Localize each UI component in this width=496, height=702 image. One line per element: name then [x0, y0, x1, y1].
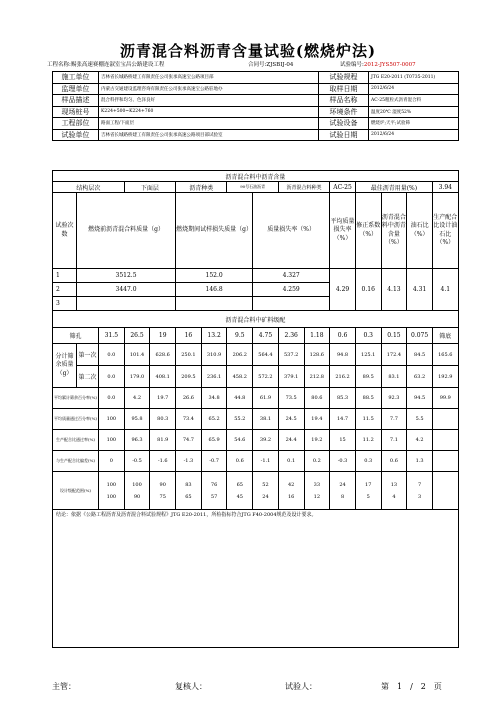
range-upper: 42 [287, 481, 295, 488]
info-value: 2012/6/24 [369, 129, 459, 141]
cum-retained: 26.6 [176, 388, 202, 409]
design-range [355, 472, 381, 510]
cum-retained: 99.9 [432, 388, 458, 409]
cum-retained: 80.6 [304, 388, 330, 409]
info-label: 试验设备 [319, 118, 369, 130]
retained-first: 125.1 [355, 344, 381, 366]
prod-pass: 74.7 [176, 430, 202, 451]
deviation: -1.6 [150, 451, 176, 472]
deviation: 0 [99, 451, 125, 472]
cum-retained: 92.3 [381, 388, 407, 409]
loss-rate: 4.327 [253, 269, 330, 283]
prod-pass [432, 430, 458, 451]
range-lower: 12 [313, 493, 321, 500]
retained-second: 212.8 [304, 366, 330, 388]
asphalt-section-title: 沥青混合料中沥青含量 [53, 171, 459, 182]
pass-percent: 38.1 [253, 409, 279, 430]
pass-percent: 65.2 [201, 409, 227, 430]
conclusion: 结论：依据《公路工程沥青及沥青混合料试验规程》JTG E20-2011，所检指标符合JTG F40-2004规范及设计要求。 [53, 510, 459, 648]
sieve-size: 26.5 [124, 328, 150, 344]
info-label: 试验规程 [319, 72, 369, 84]
info-label: 施工单位 [53, 72, 99, 84]
info-value: 路面工程/下面层 [99, 118, 319, 130]
info-label: 工程部位 [53, 118, 99, 130]
range-lower: 90 [133, 493, 141, 500]
cum-retained: 19.7 [150, 388, 176, 409]
info-value: 温度20℃ 湿度52% [369, 106, 459, 118]
info-value: 2012/6/24 [369, 83, 459, 95]
pass-percent: 19.4 [304, 409, 330, 430]
info-value: 吉林省长城路桥建工有限责任公司张承高速公路项目部试验室 [99, 129, 319, 141]
mix-type-label: 沥青混合料种类 [278, 182, 329, 193]
retained-second: 179.0 [124, 366, 150, 388]
info-label: 试验日期 [319, 129, 369, 141]
prod-pass: 96.3 [124, 430, 150, 451]
supervisor-label: 主管： [52, 682, 76, 691]
pass-percent: 24.5 [278, 409, 304, 430]
cum-label: 平均累计筛余百分率(%) [53, 388, 99, 409]
cum-retained: 88.5 [355, 388, 381, 409]
sieve-size: 9.5 [227, 328, 253, 344]
layer-value: 下面层 [124, 182, 175, 193]
retained-second: 63.2 [407, 366, 433, 388]
asphalt-type-label: 沥青种类 [176, 182, 227, 193]
retained-first: 128.6 [304, 344, 330, 366]
sieve-size: 0.15 [381, 328, 407, 344]
deviation: -1.3 [176, 451, 202, 472]
prod-pass: 15 [330, 430, 356, 451]
design-range [381, 472, 407, 510]
design-range [201, 472, 227, 510]
sieve-label: 筛孔 [53, 328, 99, 344]
prod-pass: 24.4 [278, 430, 304, 451]
page-number: 第 1 / 2 页 [381, 682, 442, 691]
mass-before: 3447.0 [77, 283, 176, 297]
range-upper: 24 [339, 481, 346, 488]
test-table [52, 170, 459, 648]
range-lower: 65 [185, 493, 192, 500]
retained-second: 89.5 [355, 366, 381, 388]
design-ratio-value: 4.1 [432, 269, 458, 311]
mass-before: 3512.5 [77, 269, 176, 283]
sieve-size: 16 [176, 328, 202, 344]
avg-loss-value: 4.29 [330, 269, 356, 311]
pass-percent: 11.5 [355, 409, 381, 430]
trial-no: 1 [53, 269, 77, 283]
deviation: 1.3 [407, 451, 433, 472]
retained-first: 84.5 [407, 344, 433, 366]
retained-second: 408.1 [150, 366, 176, 388]
pass-percent: 55.2 [227, 409, 253, 430]
mass-before-header: 燃烧前沥青混合料质量（g） [77, 193, 176, 269]
retained-first: 165.6 [432, 344, 458, 366]
loss-rate: 4.259 [253, 283, 330, 297]
range-lower: 5 [366, 493, 370, 500]
design-range [407, 472, 433, 510]
tester-label: 试验人： [285, 682, 317, 691]
info-value: 内蒙古交通建设监理咨询有限责任公司张承高速宝公路驻地办 [99, 83, 319, 95]
pass-percent [432, 409, 458, 430]
deviation: -0.5 [124, 451, 150, 472]
report-title: 沥青混合料沥青含量试验(燃烧炉法) [119, 42, 377, 60]
prod-label: 生产配合比通过率(%) [53, 430, 99, 451]
deviation: 0.3 [355, 451, 381, 472]
retained-second: 236.1 [201, 366, 227, 388]
design-range [304, 472, 330, 510]
deviation: 0.1 [278, 451, 304, 472]
trial-no: 2 [53, 283, 77, 297]
mass-loss-header: 燃烧期间试样损失质量（g） [176, 193, 253, 269]
cum-retained: 61.9 [253, 388, 279, 409]
prod-pass: 54.6 [227, 430, 253, 451]
cum-retained: 85.3 [330, 388, 356, 409]
range-upper: 100 [106, 481, 117, 488]
pass-percent: 5.5 [407, 409, 433, 430]
range-lower: 3 [418, 493, 422, 500]
design-range [99, 472, 125, 510]
cum-retained: 4.2 [124, 388, 150, 409]
report-number: 试验编号:2012-JYS507-0007 [340, 62, 416, 68]
range-upper: 100 [132, 481, 142, 488]
retained-second: 209.5 [176, 366, 202, 388]
second-label: 第二次 [77, 366, 99, 388]
info-label: 试验单位 [53, 129, 99, 141]
range-lower: 4 [392, 493, 396, 500]
info-value: 吉林省长城路桥建工有限责任公司张承高速宝公路项目部 [99, 72, 319, 84]
info-value: 混合料拌和均匀、色泽良好 [99, 95, 319, 107]
range-lower: 16 [287, 493, 295, 500]
sieve-size: 19 [150, 328, 176, 344]
prod-pass: 19.2 [304, 430, 330, 451]
mass-before [77, 297, 176, 311]
pass-percent: 73.4 [176, 409, 202, 430]
range-upper: 7 [418, 481, 422, 488]
design-range [253, 472, 279, 510]
retained-second: 379.1 [278, 366, 304, 388]
optimum-label: 最佳沥青用量(%) [355, 182, 432, 193]
pass-percent: 7.7 [381, 409, 407, 430]
contract-number: 合同号:ZJSBIJ-04 [248, 62, 294, 68]
retained-label: 分计筛余质量（g） [53, 344, 77, 388]
retained-first: 94.8 [330, 344, 356, 366]
avg-loss-header: 平均质量损失率（%） [330, 193, 356, 269]
reviewer-label: 复核人： [175, 682, 207, 691]
retained-first: 101.4 [124, 344, 150, 366]
mass-loss: 152.0 [176, 269, 253, 283]
info-label: 样品描述 [53, 95, 99, 107]
design-range [227, 472, 253, 510]
range-label: 设计级配范围(%) [53, 472, 99, 510]
design-range [150, 472, 176, 510]
project-name: 工程名称:赐张高速赛棚连淑室宝昌公路建设工程 [47, 62, 165, 68]
retained-first: 310.9 [201, 344, 227, 366]
asphalt-content-header: 沥青混合料中沥青含量（%） [381, 193, 407, 269]
loss-rate-header: 质量损失率（%） [253, 193, 330, 269]
range-upper: 13 [390, 481, 398, 488]
range-upper: 52 [262, 481, 269, 488]
oil-stone-ratio-value: 4.31 [407, 269, 433, 311]
dev-label: 与生产配合比偏差(%) [53, 451, 99, 472]
prod-pass: 7.1 [381, 430, 407, 451]
sieve-size: 0.075 [407, 328, 433, 344]
range-lower: 45 [236, 493, 243, 500]
gradation-section-title: 沥青混合料中矿料级配 [53, 311, 459, 328]
deviation: 0.2 [304, 451, 330, 472]
mass-loss [176, 297, 253, 311]
info-label: 样品名称 [319, 95, 369, 107]
retained-first: 250.1 [176, 344, 202, 366]
mix-type-value: AC-25 [330, 182, 356, 193]
cum-retained: 94.5 [407, 388, 433, 409]
design-range [432, 472, 458, 510]
trial-no: 3 [53, 297, 77, 311]
pass-percent: 80.3 [150, 409, 176, 430]
info-label: 监理单位 [53, 83, 99, 95]
retained-first: 537.2 [278, 344, 304, 366]
sieve-size: 31.5 [99, 328, 125, 344]
info-label: 环境条件 [319, 106, 369, 118]
retained-second: 458.2 [227, 366, 253, 388]
range-upper: 17 [365, 481, 372, 488]
cum-retained: 0.0 [99, 388, 125, 409]
retained-second: 572.2 [253, 366, 279, 388]
design-range [278, 472, 304, 510]
range-lower: 57 [210, 493, 218, 500]
cum-retained: 34.8 [201, 388, 227, 409]
oil-stone-ratio-header: 油石比（%） [407, 193, 433, 269]
asphalt-content-value: 4.13 [381, 269, 407, 311]
retained-first: 564.4 [253, 344, 279, 366]
retained-second: 0.0 [99, 366, 125, 388]
sieve-size: 0.6 [330, 328, 356, 344]
info-label: 取样日期 [319, 83, 369, 95]
info-value: AC-25粗粒式沥青混合料 [369, 95, 459, 107]
retained-first: 628.6 [150, 344, 176, 366]
pass-percent: 100 [99, 409, 125, 430]
info-value: JTG E20-2011 (T0735-2011) [369, 72, 459, 84]
info-label: 现场桩号 [53, 106, 99, 118]
design-range [330, 472, 356, 510]
range-lower: 24 [262, 493, 269, 500]
loss-rate [253, 297, 330, 311]
sieve-size: 4.75 [253, 328, 279, 344]
pass-label: 平均质量通过百分率(%) [53, 409, 99, 430]
design-range [176, 472, 202, 510]
deviation: 0.6 [381, 451, 407, 472]
retained-second: 216.2 [330, 366, 356, 388]
correction-value: 0.16 [355, 269, 381, 311]
info-value: 燃烧炉;天平;试验筛 [369, 118, 459, 130]
design-ratio-header: 生产配合比设计油石比（%） [432, 193, 458, 269]
range-upper: 76 [210, 481, 218, 488]
retained-first: 172.4 [381, 344, 407, 366]
range-upper: 83 [185, 481, 192, 488]
first-label: 第一次 [77, 344, 99, 366]
prod-pass: 81.9 [150, 430, 176, 451]
range-upper: 33 [313, 481, 321, 488]
trial-no-header: 试验次数 [53, 193, 77, 269]
sieve-size: 2.36 [278, 328, 304, 344]
range-lower: 75 [159, 493, 166, 500]
retained-first: 0.0 [99, 344, 125, 366]
info-value: K224+500~K224+760 [99, 106, 319, 118]
mass-loss: 146.8 [176, 283, 253, 297]
range-upper: 90 [159, 481, 166, 488]
range-upper: 65 [236, 481, 243, 488]
sieve-size: 筛底 [432, 328, 458, 344]
cum-retained: 44.8 [227, 388, 253, 409]
range-lower: 100 [106, 493, 117, 500]
sieve-size: 0.3 [355, 328, 381, 344]
layer-label: 结构层次 [53, 182, 125, 193]
cum-retained: 73.5 [278, 388, 304, 409]
sieve-size: 1.18 [304, 328, 330, 344]
retained-second: 192.9 [432, 366, 458, 388]
prod-pass: 100 [99, 430, 125, 451]
optimum-value: 3.94 [432, 182, 458, 193]
retained-second: 83.1 [381, 366, 407, 388]
range-lower: 8 [340, 493, 345, 500]
deviation: -1.1 [253, 451, 279, 472]
deviation: -0.3 [330, 451, 356, 472]
info-table [52, 71, 459, 141]
prod-pass: 4.2 [407, 430, 433, 451]
sieve-size: 13.2 [201, 328, 227, 344]
asphalt-type-value: 90号石油沥青 [227, 182, 278, 193]
prod-pass: 65.9 [201, 430, 227, 451]
pass-percent: 95.8 [124, 409, 150, 430]
prod-pass: 11.2 [355, 430, 381, 451]
correction-header: 修正系数（%） [355, 193, 381, 269]
deviation [432, 451, 458, 472]
design-range [124, 472, 150, 510]
deviation: -0.7 [201, 451, 227, 472]
retained-first: 206.2 [227, 344, 253, 366]
deviation: 0.6 [227, 451, 253, 472]
pass-percent: 14.7 [330, 409, 356, 430]
prod-pass: 39.2 [253, 430, 279, 451]
